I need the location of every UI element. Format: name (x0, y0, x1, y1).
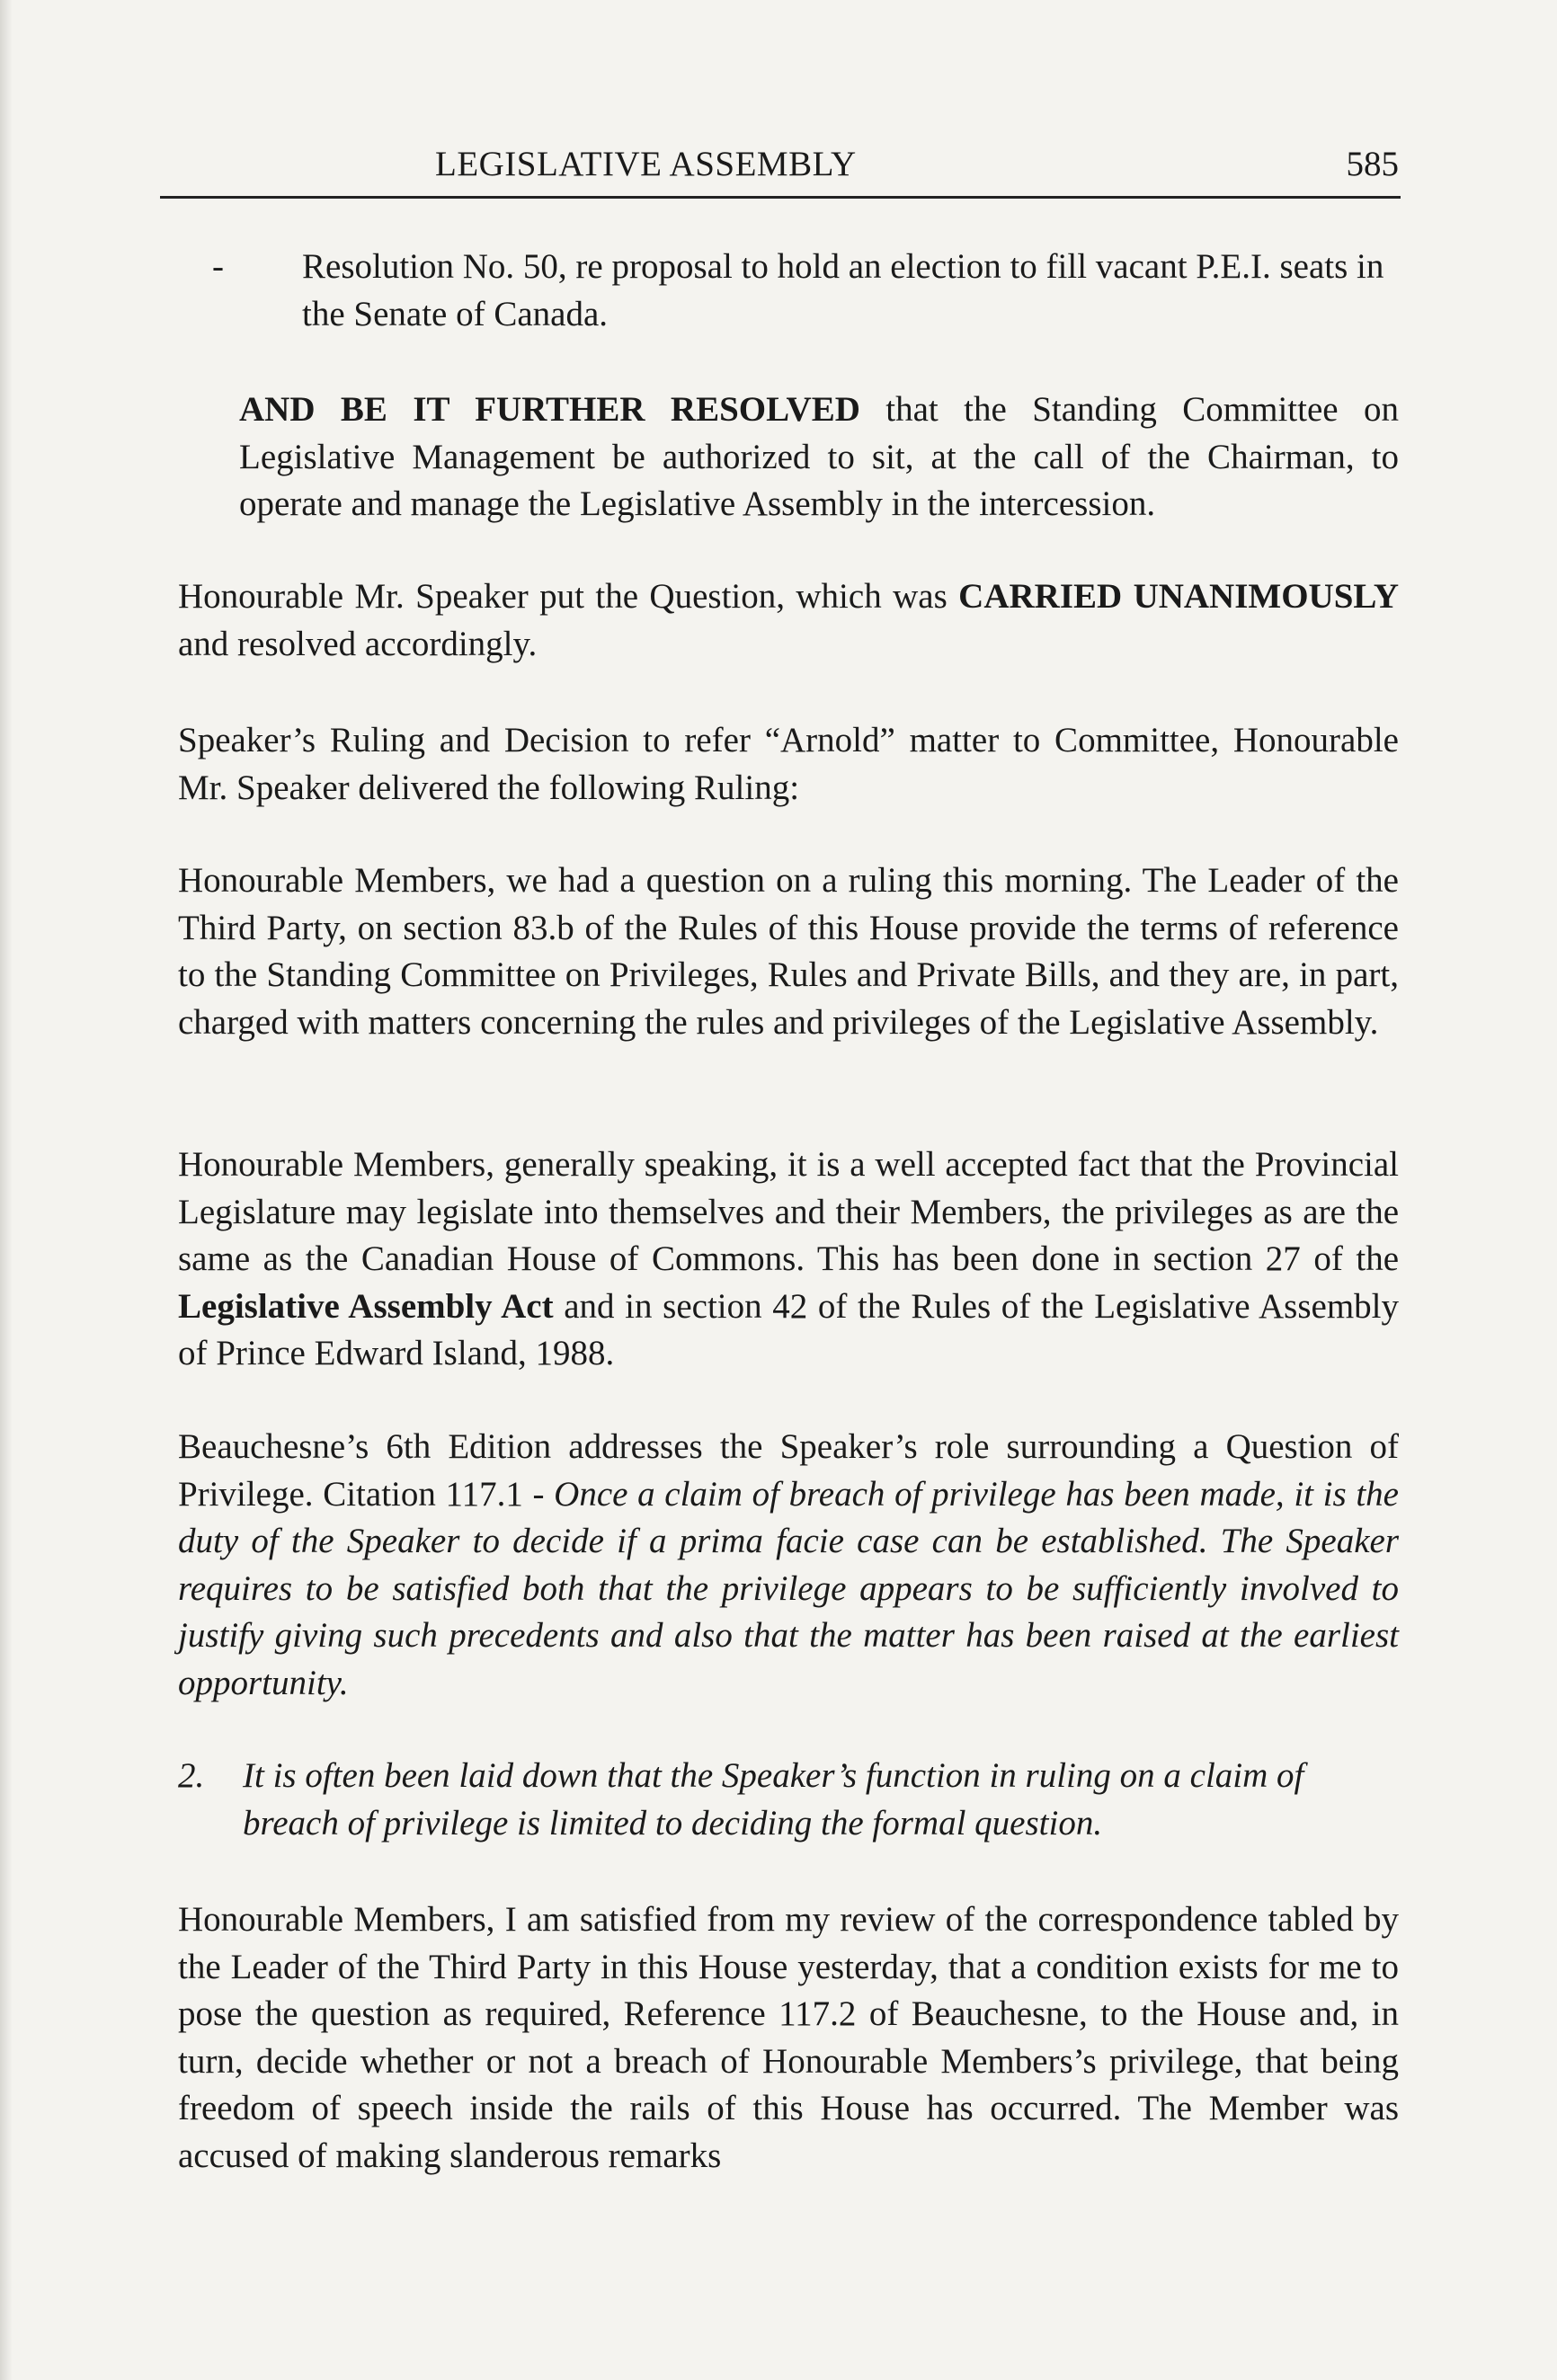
page-edge-shadow (0, 0, 13, 2380)
question-result: CARRIED UNANIMOUSLY (958, 577, 1399, 616)
paragraph-3 (178, 1424, 1399, 1707)
citation-quote: Once a claim of breach of privilege has been made, it is the duty of the Speaker to decide if a prima facie case can be established. The Speaker requires to be satisfied both that the privilege appears to be sufficiently involved to justify giving such precedents and also that the matter has been raised at the earliest opportunity. (178, 1474, 1399, 1702)
paragraph-1 (178, 857, 1399, 1046)
header-rule (160, 196, 1401, 199)
page-number: 585 (1346, 145, 1399, 183)
ruling-intro-text: Speaker’s Ruling and Decision to refer “Arnold” matter to Committee, Honourable Mr. Speaker delivered the following Ruling: (178, 721, 1399, 807)
ruling-intro-paragraph (178, 717, 1399, 812)
paragraph-2-text-after: and in section 42 of the Rules of the Legislative Assembly of Prince Edward Island, 1988. (178, 1286, 1399, 1372)
paragraph-2-text: Honourable Members, generally speaking, it is a well accepted fact that the Provincial Legislature may legislate into themselves and their Members, the privileges as are the same as the Canadian House of Commons. This has been done in section 27 of the (178, 1145, 1399, 1278)
further-resolved-lead: AND BE IT FURTHER RESOLVED (239, 390, 860, 429)
header-title: LEGISLATIVE ASSEMBLY (435, 145, 857, 183)
paragraph-2 (178, 1141, 1399, 1378)
further-resolved-paragraph (239, 386, 1399, 528)
paragraph-1-text: Honourable Members, we had a question on a ruling this morning. The Leader of the Third Party, on section 83.b of the Rules of this House provide the terms of reference to the Standing Committee on Privileges, Rules and Private Bills, and they are, in part, charged with matters concerning the rules and privileges of the Legislative Assembly. (178, 861, 1399, 1042)
list-dash: - (212, 247, 224, 286)
resolution-text: Resolution No. 50, re proposal to hold an election to fill vacant P.E.I. seats in the Senate of Canada. (302, 247, 1384, 333)
question-put-text-after: and resolved accordingly. (178, 624, 538, 663)
paragraph-4-text: Honourable Members, I am satisfied from my review of the correspondence tabled by the Leader of the Third Party in this House yesterday, that a condition exists for me to pose the question as required, Reference 117.2 of Beauchesne, to the House and, in turn, decide whether or not a breach of Honourable Members’s privilege, that being freedom of speech inside the rails of this House has occurred. The Member was accused of making slanderous remarks (178, 1900, 1399, 2175)
item-number: 2. (178, 1756, 205, 1795)
page-header (176, 144, 1399, 198)
paragraph-3-text: Beauchesne’s 6th Edition addresses the Speaker’s role surrounding a Question of Privilege. Citation 117.1 - (178, 1427, 1399, 1514)
question-put-text: Honourable Mr. Speaker put the Question, which was (178, 577, 959, 616)
act-title: Legislative Assembly Act (178, 1286, 554, 1326)
numbered-item-text: It is often been laid down that the Speaker’s function in ruling on a claim of breach of privilege is limited to deciding the formal question. (243, 1756, 1304, 1843)
paragraph-4 (178, 1896, 1399, 2180)
further-resolved-text: that the Standing Committee on Legislative Management be authorized to sit, at the call of the Chairman, to operate and manage the Legislative Assembly in the intercession. (239, 390, 1399, 523)
question-put-paragraph (178, 573, 1399, 668)
